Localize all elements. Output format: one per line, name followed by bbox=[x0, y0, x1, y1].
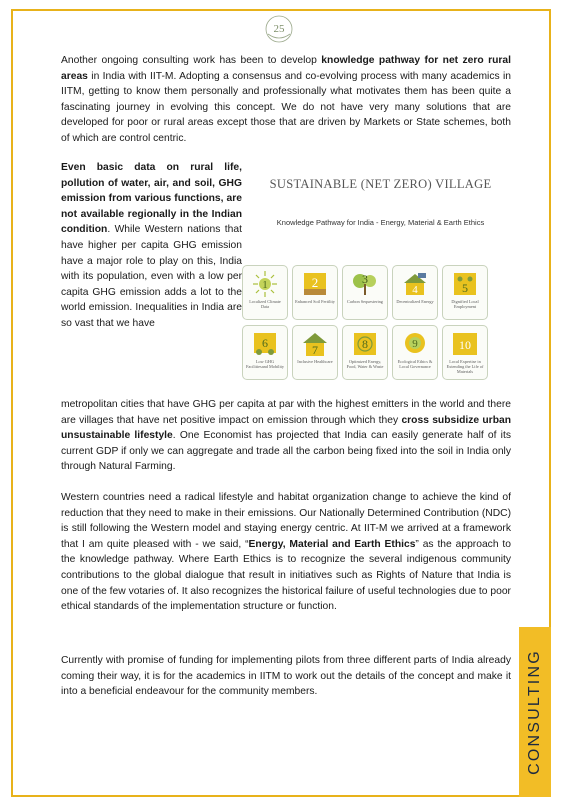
section-tab bbox=[519, 627, 551, 797]
svg-text:6: 6 bbox=[262, 336, 268, 350]
pathway-tile-9 bbox=[392, 325, 438, 380]
logo-number: 25 bbox=[273, 23, 285, 35]
tile-label: Local Expertise in Extending the Life of Materials bbox=[446, 359, 484, 375]
anniversary-logo-icon bbox=[262, 14, 296, 44]
tile-label: Ecological Ethics & Local Governance bbox=[397, 359, 433, 370]
pathway-tile-7 bbox=[292, 325, 338, 380]
paragraph-emission-inequality: metropolitan cities that have GHG per capita at par with the highest emitters in the world and there are villages that have net positive impact on emission through which they cross subsidize urban unsustainable lifestyle. One Economist has projected that India can easily generate half of its current GDP if only we can aggregate and trade all the carbon being fixed into the soil in India only through Natural Farming. bbox=[61, 399, 511, 473]
people-icon bbox=[448, 269, 482, 299]
figure-subtitle: Knowledge Pathway for India - Energy, Material & Earth Ethics bbox=[276, 218, 485, 227]
paragraph-funding-pilots: Currently with promise of funding for implementing pilots from three different parts of India already coming their way, it is for the academics in IITM to work out the details of the concept and make it into a beneficial endeavour for the community members. bbox=[61, 655, 511, 698]
tile-label: Optimized Energy, Food, Water & Waste bbox=[346, 359, 384, 370]
svg-text:9: 9 bbox=[412, 338, 418, 350]
pathway-tile-3 bbox=[342, 265, 388, 320]
health-icon bbox=[298, 329, 332, 359]
pathway-tile-6 bbox=[242, 325, 288, 380]
paragraph-knowledge-pathway: Another ongoing consulting work has been to develop knowledge pathway for net zero rural areas in India with IIT-M. Adopting a consensus and co-evolving process with many academics in IITM, getting to know them personally and professionally what motivates them has been quite a fascinating journey in evolving this concept. We do not have very many solutions that are developed for poor or rural areas except those that are driven by Markets or State schemes, both of which are control centric. bbox=[61, 55, 512, 144]
svg-text:2: 2 bbox=[311, 275, 319, 290]
pathway-tile-10 bbox=[442, 325, 488, 380]
section-tab-label: CONSULTING bbox=[526, 649, 543, 775]
pathway-tile-5 bbox=[442, 265, 488, 320]
tile-label: Localized Climate Data bbox=[249, 299, 281, 310]
pathway-tile-8 bbox=[342, 325, 388, 380]
tree-icon bbox=[348, 269, 382, 299]
svg-text:10: 10 bbox=[459, 338, 471, 352]
paragraph-energy-material-ethics: Western countries need a radical lifestyle and habitat organization change to achieve the kind of reduction that they need to make in their emissions. Our Nationally Determined Contribution (NDC) is still following the Western model and staying energy centric. At IIT-M we arrived at a framework that I am quite pleased with - we said, “Energy, Material and Earth Ethics” as the approach to the knowledge pathway. Where Earth Ethics is to recognize the several indigenous community contributions to the global dialogue that result in initiatives such as Rights of Nature that India is one of the few votaries of. It also recognizes the historical failure of useful technologies due to poor ethical standards of the implementation structure or function. bbox=[61, 492, 511, 613]
pathway-tile-1 bbox=[242, 265, 288, 320]
pathway-tile-2 bbox=[292, 265, 338, 320]
tile-label: Carbon Sequestering bbox=[347, 299, 383, 304]
ethics-icon bbox=[398, 329, 432, 359]
pathway-tile-4 bbox=[392, 265, 438, 320]
solar-house-icon bbox=[398, 269, 432, 299]
tile-label: Inclusive Healthcare bbox=[297, 359, 333, 364]
village-pathway-figure bbox=[242, 265, 498, 383]
svg-text:1: 1 bbox=[262, 279, 268, 291]
paragraph-basic-data-column: Even basic data on rural life, pollution of water, air, and soil, GHG emission from various functions, are not available regionally in the Indian condition. While Western nations that have higher per capita GHG emission have a major role to play on this, India with its population, even with a low per capita GHG emission adds a lot to the world emission. Inequalities in India are so vast that we have bbox=[61, 162, 242, 329]
vehicle-icon bbox=[248, 329, 282, 359]
soil-icon bbox=[298, 269, 332, 299]
materials-icon bbox=[448, 329, 482, 359]
svg-text:3: 3 bbox=[362, 272, 368, 286]
tile-label: Decentralized Energy bbox=[396, 299, 434, 304]
svg-text:4: 4 bbox=[412, 284, 418, 296]
tile-label: Low GHG Facilitiesand Mobility bbox=[245, 359, 285, 370]
resource-icon bbox=[348, 329, 382, 359]
tile-label: Dignified Local Employment bbox=[451, 299, 479, 310]
svg-text:7: 7 bbox=[312, 343, 318, 357]
tile-label: Enhanced Soil Fertility bbox=[295, 299, 335, 304]
sun-icon bbox=[248, 269, 282, 299]
figure-title: SUSTAINABLE (NET ZERO) VILLAGE bbox=[269, 177, 492, 191]
svg-text:5: 5 bbox=[462, 281, 468, 295]
svg-text:8: 8 bbox=[362, 337, 368, 351]
